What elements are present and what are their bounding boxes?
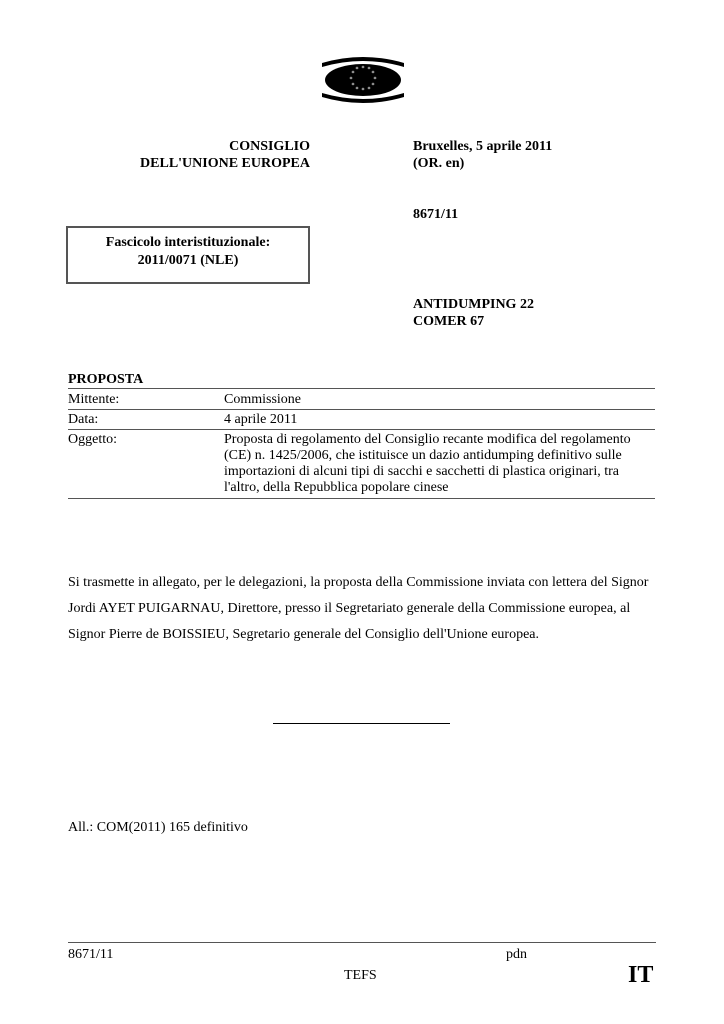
place-date: Bruxelles, 5 aprile 2011 [413,139,553,154]
svg-text:*: * [371,82,375,89]
row-divider [68,409,655,410]
file-box-line-2: 2011/0071 (NLE) [137,253,239,268]
date-value: 4 aprile 2011 [224,412,298,427]
svg-text:*: * [361,87,365,94]
proposal-heading: PROPOSTA [68,372,144,387]
place-date-block [413,138,552,172]
date-label: Data: [68,412,99,427]
svg-text:*: * [373,76,377,83]
document-number: 8671/11 [413,207,459,222]
code-antidumping: ANTIDUMPING 22 [413,297,534,312]
svg-text:*: * [351,82,355,89]
file-box-line-1: Fascicolo interistituzionale: [105,235,271,250]
footer-initials: pdn [506,947,527,962]
council-name [100,138,310,172]
svg-text:*: * [355,66,359,73]
council-line-2: DELL'UNIONE EUROPEA [140,156,310,171]
svg-text:*: * [367,66,371,73]
subject-label: Oggetto: [68,432,117,447]
original-language: (OR. en) [413,156,465,171]
council-line-1: CONSIGLIO [229,139,310,154]
proposal-top-rule [68,388,655,389]
row-divider [68,429,655,430]
separator-line [273,723,450,724]
proposal-bottom-rule [68,498,655,499]
code-comer: COMER 67 [413,314,485,329]
svg-text:*: * [367,86,371,93]
sender-label: Mittente: [68,392,120,407]
attachment-reference: All.: COM(2011) 165 definitivo [68,820,248,835]
sender-value: Commissione [224,392,302,407]
footer-department: TEFS [344,968,377,983]
subject-value: Proposta di regolamento del Consiglio recante modifica del regolamento (CE) n. 1425/2006, che istituisce un dazio antidumping definitivo sulle importazioni di alcuni tipi di sacchi e sacchetti di plastica originari, tra l'altro, della Repubblica popolare cinese [224,432,631,495]
interinstitutional-file-box [66,226,310,284]
footer-doc-number: 8671/11 [68,947,114,962]
svg-text:*: * [355,86,359,93]
svg-text:*: * [361,65,365,72]
transmission-paragraph: Si trasmette in allegato, per le delegazioni, la proposta della Commissione inviata con lettera del Signor Jordi AYET PUIGARNAU, Direttore, presso il Segretariato generale della Commissione europea, al Signor Pierre de BOISSIEU, Segretario generale del Consiglio dell'Unione europea. [68,575,649,642]
footer-language-code: IT [628,962,654,988]
eu-council-emblem-icon [318,55,408,105]
svg-text:*: * [351,70,355,77]
svg-text:*: * [371,70,375,77]
footer-rule [68,942,656,943]
svg-text:*: * [349,76,353,83]
subject-codes [413,296,534,330]
